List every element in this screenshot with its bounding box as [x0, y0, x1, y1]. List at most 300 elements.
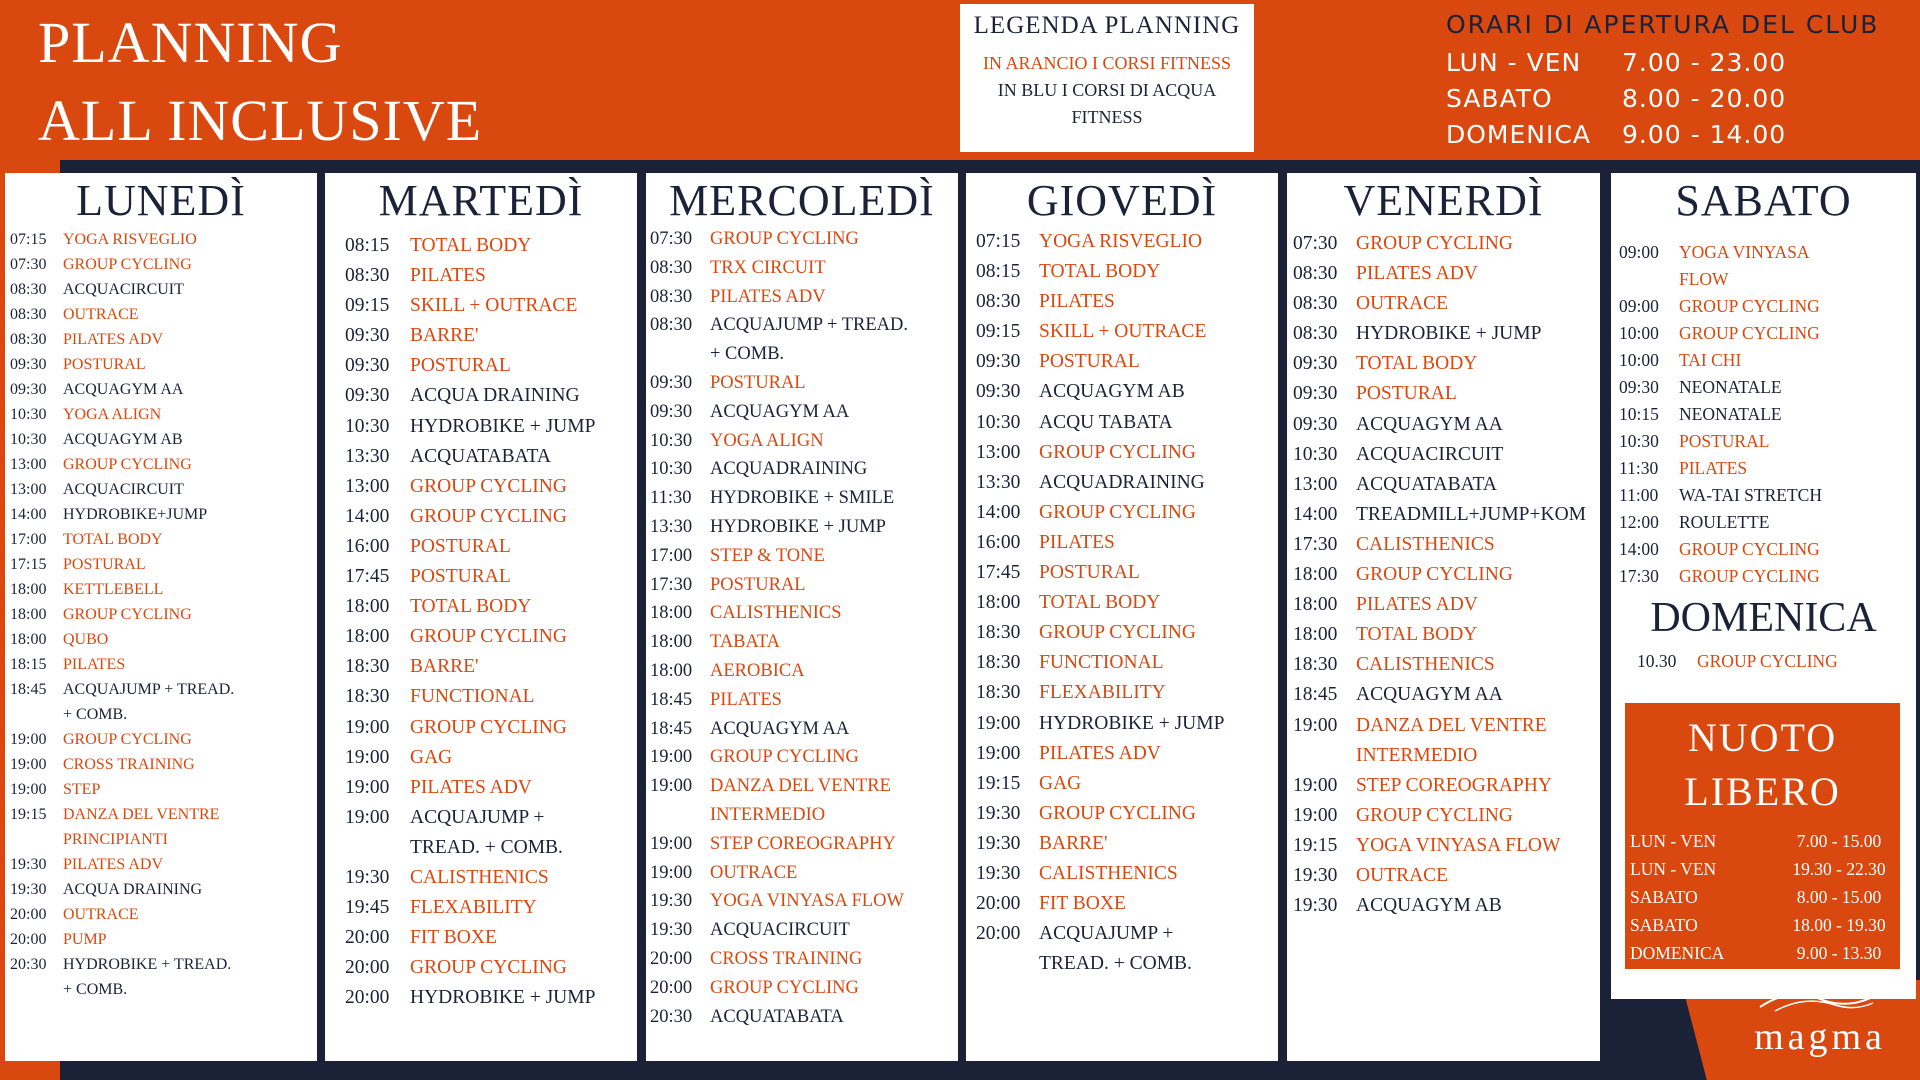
class-row	[1293, 500, 1600, 530]
class-name: ACQUAGYM AB	[1039, 381, 1185, 403]
class-time: 14:00	[345, 505, 390, 527]
class-time: 19:30	[650, 920, 693, 941]
class-time: 18:00	[10, 581, 47, 598]
class-time: 09:30	[345, 385, 390, 407]
class-name: TOTAL BODY	[63, 531, 163, 548]
class-row	[10, 427, 317, 452]
class-row	[650, 743, 958, 772]
domenica-class-list	[1611, 642, 1916, 675]
class-name: PUMP	[63, 931, 107, 948]
class-name: PILATES ADV	[63, 331, 164, 348]
class-time: 19:00	[1293, 714, 1338, 736]
class-row	[976, 709, 1278, 739]
class-name: ACQUA DRAINING	[410, 385, 580, 407]
class-row	[10, 377, 317, 402]
class-time: 10:15	[1619, 404, 1659, 424]
class-row	[1293, 590, 1600, 620]
class-row	[345, 983, 637, 1013]
class-row	[976, 528, 1278, 558]
class-row	[1293, 319, 1600, 349]
class-name: ACQUA DRAINING	[63, 881, 203, 898]
class-time: 08:15	[976, 261, 1021, 283]
class-name: CALISTHENICS	[1039, 862, 1178, 884]
class-time: 18:00	[650, 632, 693, 653]
class-time: 09:30	[10, 356, 47, 373]
class-name: GROUP CYCLING	[410, 716, 567, 738]
class-time: 09:00	[1619, 296, 1659, 316]
class-name: GROUP CYCLING	[410, 475, 567, 497]
logo-name: magma	[1754, 1016, 1886, 1058]
class-time: 19:00	[345, 806, 390, 828]
class-row	[345, 442, 637, 472]
class-row	[345, 773, 637, 803]
class-name: PILATES	[1039, 291, 1115, 313]
class-row	[345, 351, 637, 381]
class-row	[1619, 428, 1916, 455]
class-time: 13:00	[10, 481, 47, 498]
class-row	[976, 468, 1278, 498]
class-row	[10, 552, 317, 577]
class-name: POSTURAL	[710, 574, 806, 595]
class-name: ACQUAJUMP +	[1039, 923, 1174, 945]
class-row	[10, 727, 317, 752]
class-name: PILATES ADV	[1356, 263, 1478, 285]
class-name: ACQUAJUMP + TREAD.	[63, 681, 235, 698]
class-time: 19:00	[976, 742, 1021, 764]
class-row	[1293, 891, 1600, 921]
class-time: 16:00	[345, 535, 390, 557]
class-time: 08:30	[10, 281, 47, 298]
class-time: 18:00	[650, 603, 693, 624]
class-time: 10:30	[976, 411, 1021, 433]
class-name: SKILL + OUTRACE	[1039, 321, 1207, 343]
class-name: PILATES ADV	[410, 776, 532, 798]
class-time: 18:00	[1293, 624, 1338, 646]
opening-hours-day: SABATO	[1446, 84, 1553, 113]
class-row	[10, 327, 317, 352]
class-name: OUTRACE	[710, 862, 798, 883]
class-name: + COMB.	[63, 706, 128, 723]
class-row	[650, 945, 958, 974]
class-time: 09:30	[345, 355, 390, 377]
class-row	[650, 311, 958, 340]
class-row	[1619, 536, 1916, 563]
class-name: STEP & TONE	[710, 545, 825, 566]
class-name: NEONATALE	[1679, 404, 1782, 424]
class-name: POSTURAL	[410, 355, 511, 377]
class-name: POSTURAL	[410, 535, 511, 557]
class-name: ACQUADRAINING	[1039, 471, 1205, 493]
class-name: PILATES	[1039, 531, 1115, 553]
class-name: BARRE'	[1039, 832, 1108, 854]
class-row	[976, 889, 1278, 919]
class-name: FIT BOXE	[410, 927, 497, 949]
class-list	[325, 225, 637, 1013]
class-name: OUTRACE	[63, 306, 139, 323]
class-list	[966, 225, 1278, 979]
class-row	[1293, 349, 1600, 379]
class-row	[650, 513, 958, 542]
class-name: GROUP CYCLING	[1679, 323, 1820, 343]
class-row	[10, 752, 317, 777]
class-time: 14:00	[10, 506, 47, 523]
class-time: 08:15	[345, 235, 390, 256]
class-row	[345, 863, 637, 893]
class-time: 16:00	[976, 531, 1021, 553]
class-time	[345, 833, 410, 863]
class-time: 18:00	[976, 592, 1021, 614]
class-name: ACQUAGYM AA	[710, 401, 850, 422]
class-time: 10:00	[1619, 350, 1659, 370]
class-time: 07:15	[976, 231, 1021, 252]
class-row	[650, 859, 958, 888]
class-time: 10:30	[1619, 431, 1659, 451]
class-name: GROUP CYCLING	[1697, 651, 1838, 671]
class-time: 17:30	[650, 574, 693, 595]
class-row	[650, 628, 958, 657]
class-row	[10, 702, 317, 727]
class-time: 20:00	[650, 948, 693, 969]
class-name: GROUP CYCLING	[1039, 802, 1196, 824]
class-time: 13:30	[345, 445, 390, 467]
class-time: 08:30	[1293, 293, 1338, 315]
class-row	[1293, 470, 1600, 500]
class-row	[650, 571, 958, 600]
class-row	[976, 618, 1278, 648]
class-row	[650, 1003, 958, 1032]
class-time: 20:30	[10, 956, 47, 973]
class-list	[1287, 225, 1600, 921]
class-name: POSTURAL	[1039, 351, 1140, 373]
class-name: HYDROBIKE + JUMP	[1039, 712, 1225, 734]
class-time	[10, 827, 63, 852]
opening-hours-title: ORARI DI APERTURA DEL CLUB	[1446, 10, 1880, 39]
class-row	[976, 408, 1278, 438]
class-time: 10:30	[1293, 443, 1338, 465]
class-row	[1619, 320, 1916, 347]
class-row	[976, 438, 1278, 468]
class-row	[10, 602, 317, 627]
class-name: BARRE'	[410, 656, 479, 678]
class-name: HYDROBIKE + TREAD.	[63, 956, 232, 973]
class-time: 17:00	[10, 531, 47, 548]
class-row	[345, 743, 637, 773]
class-name: ACQUACIRCUIT	[63, 281, 184, 298]
class-row	[345, 502, 637, 532]
class-time: 19:30	[1293, 895, 1338, 917]
class-time	[1293, 741, 1356, 771]
class-row	[1293, 861, 1600, 891]
class-name: GROUP CYCLING	[1356, 564, 1513, 586]
class-time: 20:00	[345, 957, 390, 979]
class-name: ACQUAGYM AA	[63, 381, 184, 398]
class-row	[1293, 530, 1600, 560]
class-row	[10, 627, 317, 652]
class-time: 08:30	[1293, 263, 1338, 285]
class-time: 19:00	[10, 756, 47, 773]
opening-hours-row	[1446, 45, 1916, 81]
day-card-mercoledi	[646, 173, 958, 1061]
class-time: 09:00	[1619, 242, 1659, 262]
class-row	[1293, 620, 1600, 650]
class-row	[10, 827, 317, 852]
class-row	[345, 472, 637, 502]
class-name: YOGA RISVEGLIO	[1039, 231, 1203, 252]
class-name: ACQUAGYM AA	[1356, 413, 1503, 435]
class-name: ACQUAGYM AA	[1356, 684, 1503, 706]
class-row	[345, 923, 637, 953]
class-row	[10, 227, 317, 252]
day-card-venerdi	[1287, 173, 1600, 1061]
class-row	[976, 227, 1278, 257]
class-time: 19:00	[650, 862, 693, 883]
nuoto-day: SABATO	[1630, 887, 1698, 907]
class-row	[976, 829, 1278, 859]
class-time	[1619, 266, 1679, 293]
class-name: ACQUACIRCUIT	[710, 920, 850, 941]
class-row	[650, 427, 958, 456]
class-name: POSTURAL	[63, 356, 146, 373]
class-row	[10, 952, 317, 977]
opening-hours-time: 8.00 - 20.00	[1622, 84, 1787, 113]
class-time: 19:00	[1293, 774, 1338, 796]
class-time: 11:30	[1619, 458, 1659, 478]
class-name: GROUP CYCLING	[1679, 539, 1820, 559]
class-name: GROUP CYCLING	[710, 229, 859, 249]
class-time: 18:00	[10, 606, 47, 623]
class-name: BARRE'	[410, 325, 479, 347]
class-time: 17:15	[10, 556, 47, 573]
class-name: GROUP CYCLING	[63, 731, 192, 748]
class-time: 14:00	[1293, 503, 1338, 525]
class-name: HYDROBIKE + JUMP	[410, 987, 596, 1009]
class-time: 10.30	[1637, 651, 1677, 671]
class-time: 14:00	[1619, 539, 1659, 559]
class-row	[976, 919, 1278, 949]
class-row	[650, 657, 958, 686]
class-time: 07:30	[1293, 233, 1338, 254]
magma-wave-icon	[1755, 985, 1885, 1015]
class-name: GROUP CYCLING	[410, 957, 567, 979]
class-time: 20:30	[650, 1006, 693, 1027]
class-name: TOTAL BODY	[410, 235, 532, 256]
class-row	[345, 291, 637, 321]
class-row	[1293, 741, 1600, 771]
class-time: 13:30	[976, 471, 1021, 493]
class-name: HYDROBIKE + SMILE	[710, 488, 895, 509]
class-row	[1619, 455, 1916, 482]
class-name: PILATES ADV	[1356, 594, 1478, 616]
class-name: FLEXABILITY	[410, 897, 537, 919]
class-row	[976, 769, 1278, 799]
class-row	[345, 833, 637, 863]
class-time: 19:00	[10, 781, 47, 798]
class-name: GROUP CYCLING	[410, 505, 567, 527]
class-time	[650, 340, 710, 369]
day-card-lunedi	[5, 173, 317, 1061]
class-time: 20:00	[345, 987, 390, 1009]
class-name: STEP COREOGRAPHY	[710, 833, 896, 854]
class-time: 17:00	[650, 545, 693, 566]
class-time: 08:30	[1293, 323, 1338, 345]
class-row	[345, 622, 637, 652]
class-time: 08:30	[650, 286, 693, 307]
class-name: FUNCTIONAL	[1039, 652, 1164, 674]
class-row	[650, 542, 958, 571]
class-name: TAI CHI	[1679, 350, 1742, 370]
class-time: 10:30	[345, 415, 390, 437]
class-row	[345, 953, 637, 983]
domenica-title: DOMENICA	[1650, 595, 1877, 641]
class-row	[1619, 347, 1916, 374]
class-time: 09:30	[1293, 413, 1338, 435]
day-name: LUNEDÌ	[76, 176, 246, 225]
nuoto-libero-title	[1625, 711, 1900, 819]
nuoto-title-line-1: NUOTO	[1687, 715, 1838, 760]
page-title	[38, 4, 482, 160]
class-row	[650, 887, 958, 916]
class-row	[650, 254, 958, 283]
class-row	[1293, 560, 1600, 590]
class-name: TOTAL BODY	[1356, 624, 1478, 646]
class-time: 10:00	[1619, 323, 1659, 343]
nuoto-time: 18.00 - 19.30	[1792, 915, 1886, 935]
class-name: PILATES ADV	[63, 856, 164, 873]
class-time: 19:30	[976, 862, 1021, 884]
class-row	[345, 231, 637, 261]
class-row	[1619, 509, 1916, 536]
class-name: ACQUAGYM AB	[1356, 895, 1502, 917]
class-row	[10, 852, 317, 877]
class-time: 17:30	[1619, 566, 1659, 586]
class-time: 18:30	[345, 656, 390, 678]
class-time: 19:30	[650, 891, 693, 912]
class-time: 18:30	[976, 682, 1021, 704]
opening-hours-row	[1446, 81, 1916, 117]
opening-hours-time: 7.00 - 23.00	[1622, 48, 1787, 77]
class-name: CALISTHENICS	[1356, 654, 1495, 676]
nuoto-day: LUN - VEN	[1630, 831, 1717, 851]
class-row	[10, 677, 317, 702]
class-row	[1293, 259, 1600, 289]
class-time: 19:30	[10, 881, 47, 898]
class-name: PILATES ADV	[710, 286, 826, 307]
class-time: 13:00	[10, 456, 47, 473]
class-time: 10:30	[10, 406, 47, 423]
class-time: 19:00	[345, 716, 390, 738]
class-time: 18:45	[650, 718, 693, 739]
class-name: TREADMILL+JUMP+KOM	[1356, 503, 1587, 525]
class-row	[976, 588, 1278, 618]
class-name: NEONATALE	[1679, 377, 1782, 397]
class-name: TREAD. + COMB.	[1039, 953, 1192, 975]
class-row	[976, 377, 1278, 407]
class-list	[1611, 225, 1916, 590]
class-time: 09:30	[976, 381, 1021, 403]
nuoto-row	[1630, 855, 1900, 883]
class-row	[976, 949, 1278, 979]
class-list	[646, 225, 958, 1031]
class-time: 07:15	[10, 231, 47, 248]
class-name: ACQU TABATA	[1039, 411, 1173, 433]
class-row	[1293, 771, 1600, 801]
class-name: FLOW	[1679, 269, 1729, 289]
class-name: GROUP CYCLING	[1679, 296, 1820, 316]
class-name: GROUP CYCLING	[1356, 233, 1513, 254]
class-row	[345, 532, 637, 562]
class-time: 19:00	[345, 776, 390, 798]
class-time: 19:00	[10, 731, 47, 748]
class-time: 12:00	[1619, 512, 1659, 532]
class-row	[1293, 650, 1600, 680]
class-name: ACQUAGYM AA	[710, 718, 850, 739]
class-row	[650, 801, 958, 830]
class-row	[1619, 239, 1916, 266]
class-time	[10, 977, 63, 1002]
class-name: GROUP CYCLING	[1039, 501, 1196, 523]
class-row	[345, 412, 637, 442]
nuoto-day: LUN - VEN	[1630, 859, 1717, 879]
class-name: DANZA DEL VENTRE	[1356, 714, 1547, 736]
class-name: PRINCIPIANTI	[63, 831, 168, 848]
class-time: 19:30	[345, 866, 390, 888]
class-time: 09:30	[650, 372, 693, 393]
class-time: 11:00	[1619, 485, 1659, 505]
class-row	[650, 916, 958, 945]
nuoto-time: 9.00 - 13.30	[1796, 943, 1882, 963]
class-name: GROUP CYCLING	[1039, 441, 1196, 463]
class-name: CALISTHENICS	[410, 866, 549, 888]
class-name: ACQUAJUMP +	[410, 806, 545, 828]
class-time: 18:45	[1293, 684, 1338, 706]
magma-logo	[1730, 985, 1910, 1075]
class-row	[976, 859, 1278, 889]
class-name: POSTURAL	[710, 372, 806, 393]
class-name: OUTRACE	[1356, 864, 1449, 886]
class-row	[1619, 482, 1916, 509]
class-name: ACQUADRAINING	[710, 459, 868, 480]
day-name: MARTEDÌ	[378, 176, 584, 225]
class-time: 18:00	[1293, 564, 1338, 586]
class-list	[5, 225, 317, 1002]
class-row	[10, 777, 317, 802]
class-name: POSTURAL	[1679, 431, 1770, 451]
class-row	[10, 477, 317, 502]
class-name: POSTURAL	[410, 566, 511, 588]
class-time: 18:00	[10, 631, 47, 648]
class-name: SKILL + OUTRACE	[410, 295, 578, 317]
class-time: 09:30	[345, 325, 390, 347]
class-name: TOTAL BODY	[1039, 592, 1161, 614]
class-time: 18:00	[345, 626, 390, 648]
class-row	[10, 877, 317, 902]
class-name: QUBO	[63, 631, 109, 648]
class-time: 18:30	[976, 622, 1021, 644]
class-time: 10:30	[650, 430, 693, 451]
class-time: 20:00	[976, 923, 1021, 945]
legend-blue-line-1: IN BLU I CORSI DI ACQUA	[997, 80, 1217, 100]
class-name: TRX CIRCUIT	[710, 257, 826, 278]
class-row	[1619, 563, 1916, 590]
class-name: CALISTHENICS	[710, 603, 842, 624]
nuoto-day: SABATO	[1630, 915, 1698, 935]
opening-hours-row	[1446, 117, 1916, 153]
nuoto-row	[1630, 939, 1900, 967]
class-time: 09:15	[345, 295, 390, 317]
class-row	[10, 652, 317, 677]
class-time: 09:15	[976, 321, 1021, 343]
class-row	[345, 381, 637, 411]
